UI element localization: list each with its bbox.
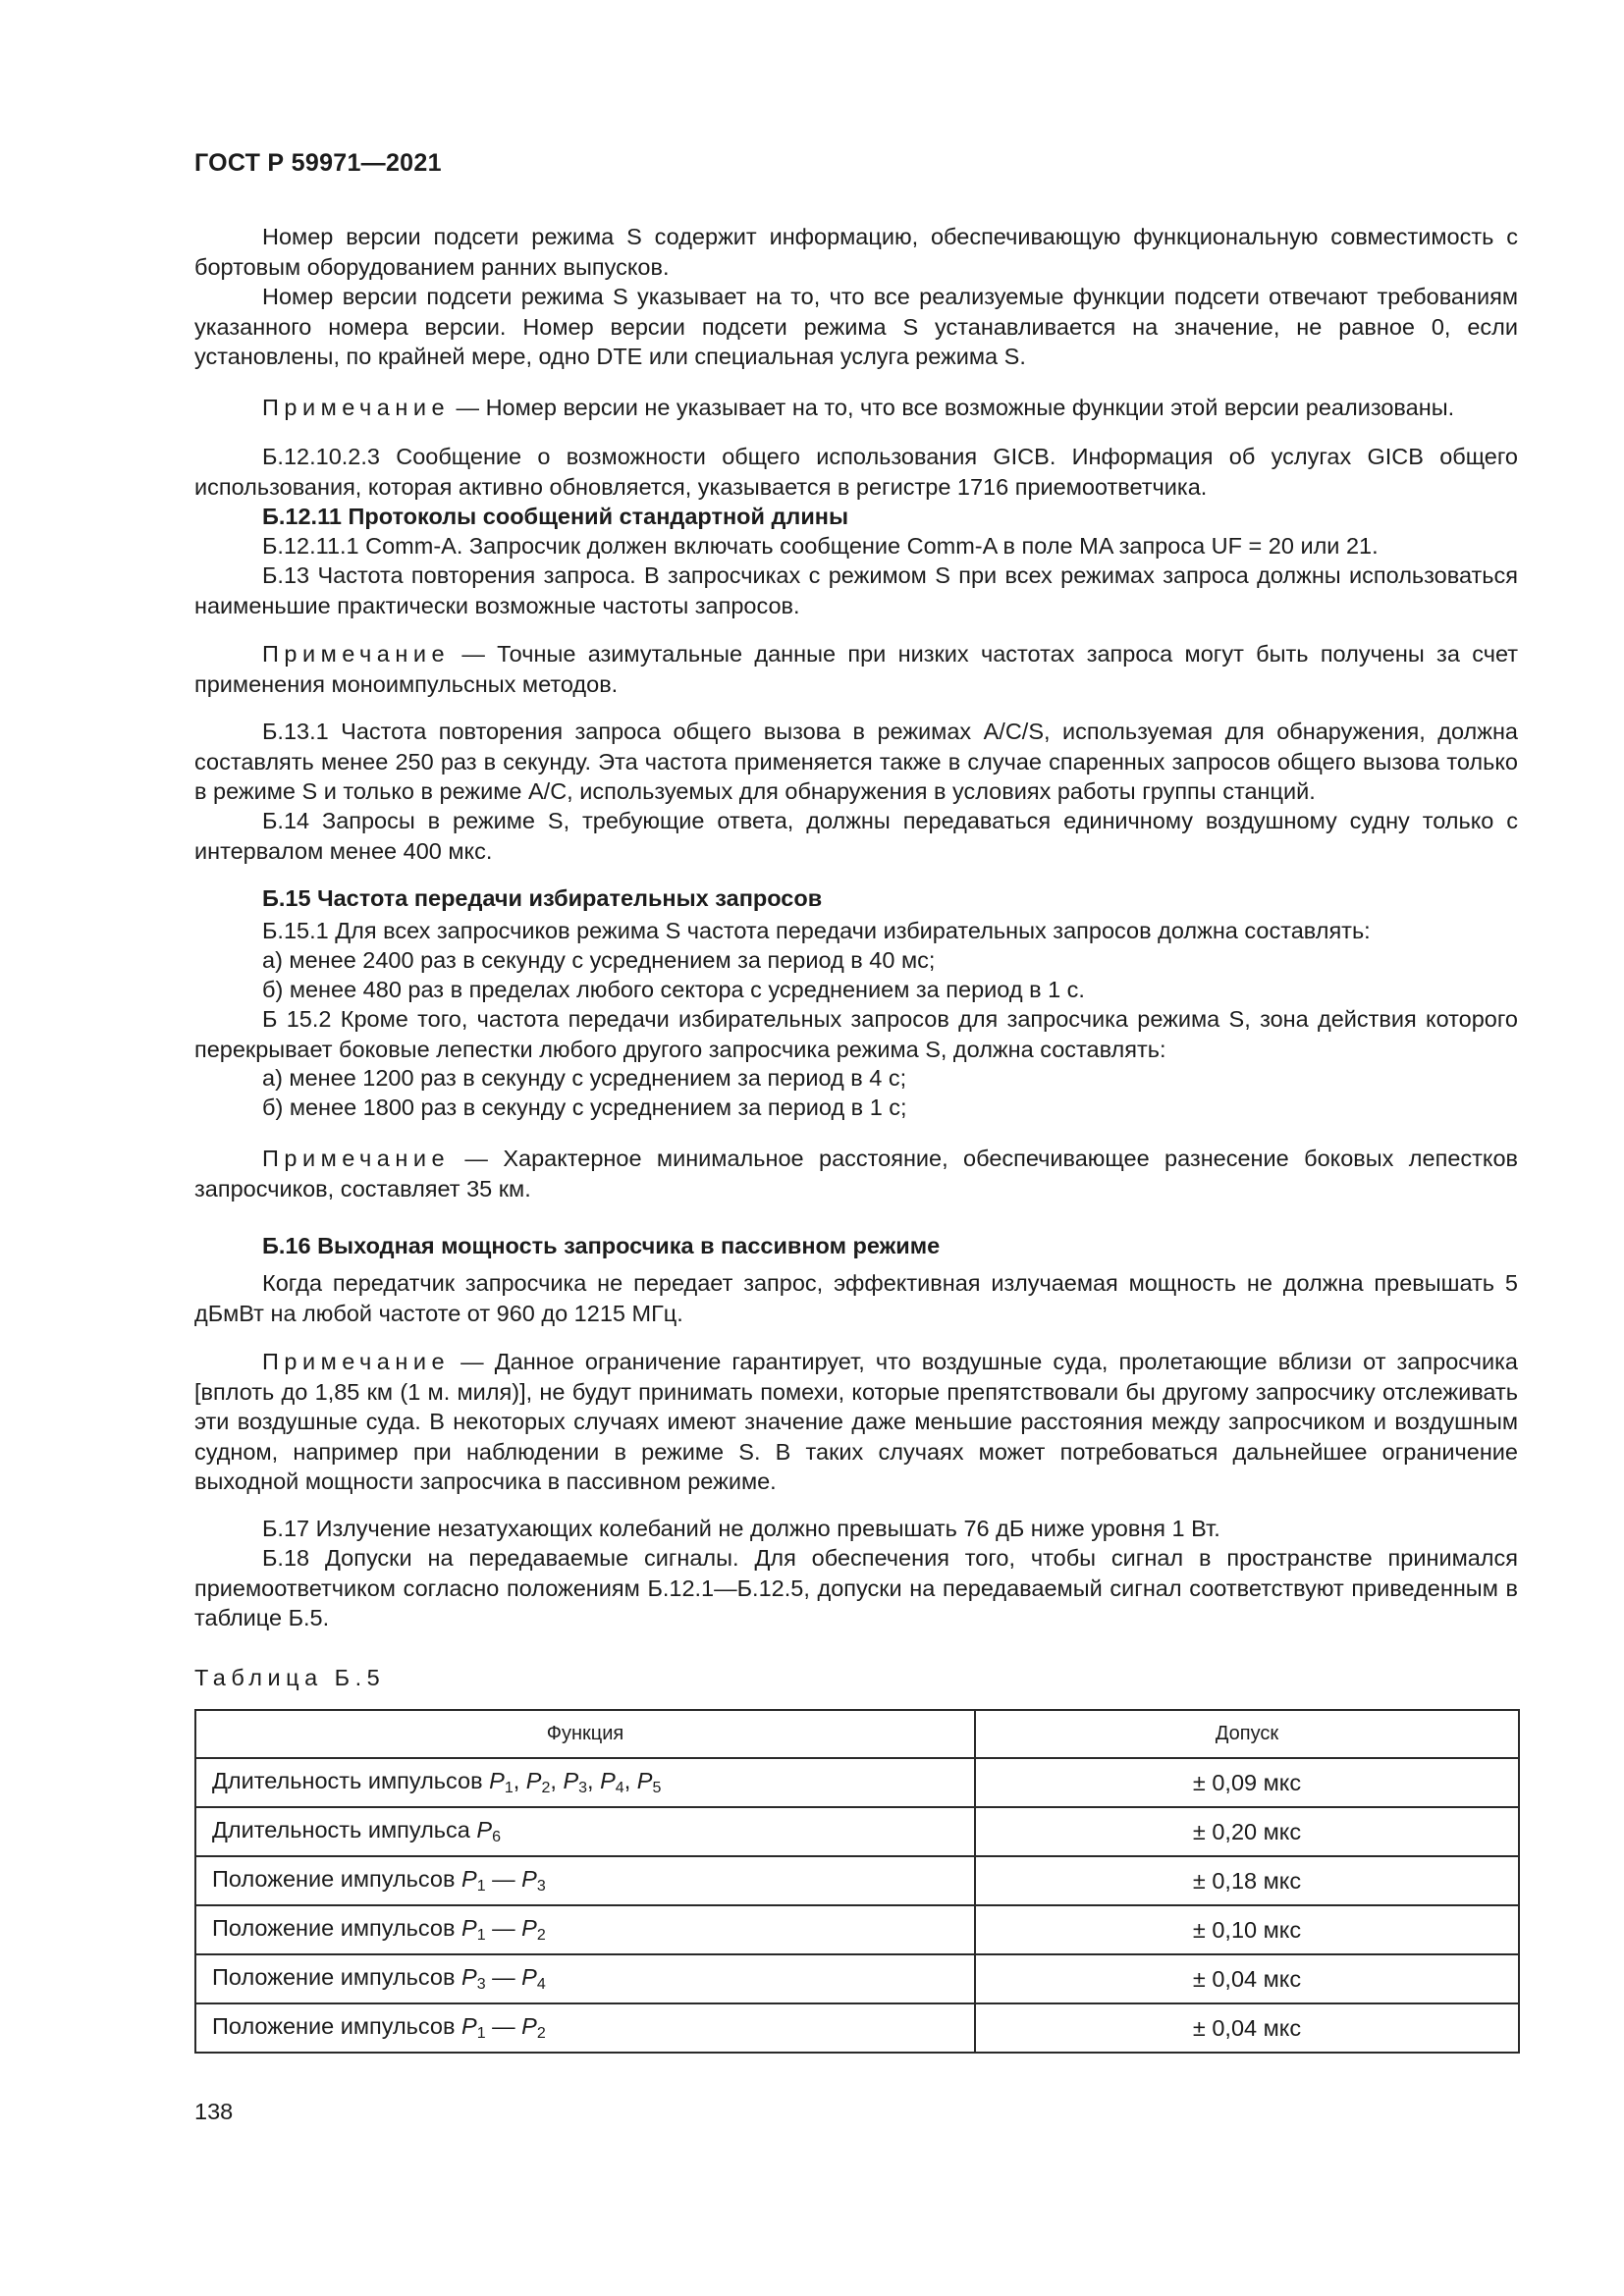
tolerance-cell: ± 0,18 мкс	[975, 1856, 1519, 1905]
table-header-row	[195, 1710, 1519, 1758]
paragraph: Когда передатчик запросчика не передает запрос, эффективная излучаемая мощность не должна превышать 5 дБмВт на любой частоте от 960 до 1215 МГц.	[194, 1270, 1518, 1326]
table-row	[195, 1905, 1519, 1954]
paragraph: Б.14 Запросы в режиме S, требующие ответа, должны передаваться единичному воздушному судну только с интервалом менее 400 мкс.	[194, 808, 1518, 864]
table-row	[195, 1954, 1519, 2003]
paragraph: Номер версии подсети режима S содержит информацию, обеспечивающую функциональную совместимость с бортовым оборудованием ранних выпусков.	[194, 224, 1518, 280]
table-row	[195, 1758, 1519, 1807]
note	[194, 1144, 1518, 1203]
list-item: а) менее 2400 раз в секунду с усреднением за период в 40 мс;	[262, 947, 936, 973]
paragraph: Б.18 Допуски на передаваемые сигналы. Для обеспечения того, чтобы сигнал в пространстве принимался приемоответчиком согласно положениям Б.12.1—Б.12.5, допуски на передаваемый сигнал соответствуют приведенным в таблице Б.5.	[194, 1545, 1518, 1630]
list-item: б) менее 480 раз в пределах любого сектора с усреднением за период в 1 с.	[262, 977, 1085, 1002]
list-item: б) менее 1800 раз в секунду с усреднением за период в 1 с;	[262, 1095, 907, 1120]
column-header-tolerance: Допуск	[975, 1710, 1519, 1758]
paragraph: Б.12.11.1 Comm-A. Запросчик должен включать сообщение Comm-A в поле MA запроса UF = 20 или 21.	[262, 533, 1379, 559]
paragraph: Б.15.1 Для всех запросчиков режима S частота передачи избирательных запросов должна составлять:	[262, 918, 1371, 943]
tolerance-cell: ± 0,04 мкс	[975, 1954, 1519, 2003]
note-text: — Точные азимутальные данные при низких частотах запроса могут быть получены за счет применения моноимпульсных методов.	[194, 641, 1518, 697]
section-heading: Б.12.11 Протоколы сообщений стандартной длины	[262, 504, 849, 529]
function-cell: Положение импульсов $P_1$ — $P_3$	[195, 1856, 975, 1905]
function-cell: Положение импульсов $P_3$ — $P_4$	[195, 1954, 975, 2003]
paragraph: Номер версии подсети режима S указывает на то, что все реализуемые функции подсети отвечают требованиям указанного номера версии. Номер версии подсети режима S устанавливается на значение, не равное 0, если установлены, по крайней мере, одно DTE или специальная услуга режима S.	[194, 284, 1518, 369]
table-row	[195, 2003, 1519, 2053]
tolerance-cell: ± 0,10 мкс	[975, 1905, 1519, 1954]
note-label: Примечание	[262, 641, 451, 667]
function-cell: Положение импульсов $P_1$ — $P_2$	[195, 2003, 975, 2053]
note-text: — Номер версии не указывает на то, что все возможные функции этой версии реализованы.	[450, 395, 1455, 420]
note-label: Примечание	[262, 1146, 451, 1171]
function-cell: Длительность импульса $P_6$	[195, 1807, 975, 1856]
note-label: Примечание	[262, 395, 451, 420]
list-item: а) менее 1200 раз в секунду с усреднением за период в 4 с;	[262, 1065, 907, 1091]
section-heading: Б.15 Частота передачи избирательных запросов	[262, 885, 823, 911]
tolerance-cell: ± 0,04 мкс	[975, 2003, 1519, 2053]
document-header: ГОСТ Р 59971—2021	[194, 149, 442, 177]
note-label: Примечание	[262, 1349, 451, 1374]
tolerance-cell: ± 0,09 мкс	[975, 1758, 1519, 1807]
tolerance-cell: ± 0,20 мкс	[975, 1807, 1519, 1856]
function-cell: Положение импульсов $P_1$ — $P_2$	[195, 1905, 975, 1954]
paragraph: Б.13.1 Частота повторения запроса общего вызова в режимах A/C/S, используемая для обнаружения, должна составлять менее 250 раз в секунду. Эта частота применяется также в случае спаренных запросов общего вызова только в режиме S и только в режиме A/C, используемых для обнаружения в условиях работы группы станций.	[194, 719, 1518, 804]
paragraph: Б 15.2 Кроме того, частота передачи избирательных запросов для запросчика режима S, зона действия которого перекрывает боковые лепестки любого другого запросчика режима S, должна составлять:	[194, 1006, 1518, 1062]
paragraph: Б.13 Частота повторения запроса. В запросчиках с режимом S при всех режимах запроса должны использоваться наименьшие практически возможные частоты запросов.	[194, 562, 1518, 618]
paragraph: Б.12.10.2.3 Сообщение о возможности общего использования GICB. Информация об услугах GICB общего использования, которая активно обновляется, указывается в регистре 1716 приемоответчика.	[194, 444, 1518, 500]
section-heading: Б.16 Выходная мощность запросчика в пассивном режиме	[262, 1233, 941, 1258]
table-caption: Таблица Б.5	[194, 1665, 386, 1690]
tolerance-table	[194, 1709, 1520, 2054]
paragraph: Б.17 Излучение незатухающих колебаний не должно превышать 76 дБ ниже уровня 1 Вт.	[262, 1516, 1220, 1541]
note-text: — Характерное минимальное расстояние, обеспечивающее разнесение боковых лепестков запросчиков, составляет 35 км.	[194, 1146, 1518, 1201]
table-row	[195, 1807, 1519, 1856]
note	[194, 639, 1518, 699]
page-number: 138	[194, 2099, 234, 2124]
column-header-function: Функция	[195, 1710, 975, 1758]
function-cell: Длительность импульсов $P_1$, $P_2$, $P_3$, $P_4$, $P_5$	[195, 1758, 975, 1807]
note	[194, 393, 1518, 423]
note-text: — Данное ограничение гарантирует, что воздушные суда, пролетающие вблизи от запросчика [вплоть до 1,85 км (1 м. миля)], не будут принимать помехи, которые препятствовали бы другому запросчику отслеживать эти воздушные суда. В некоторых случаях имеют значение даже меньшие расстояния между запросчиком и воздушным судном, например при наблюдении в режиме S. В таких случаях может потребоваться дальнейшее ограничение выходной мощности запросчика в пассивном режиме.	[194, 1349, 1518, 1494]
table-row	[195, 1856, 1519, 1905]
note	[194, 1347, 1518, 1497]
